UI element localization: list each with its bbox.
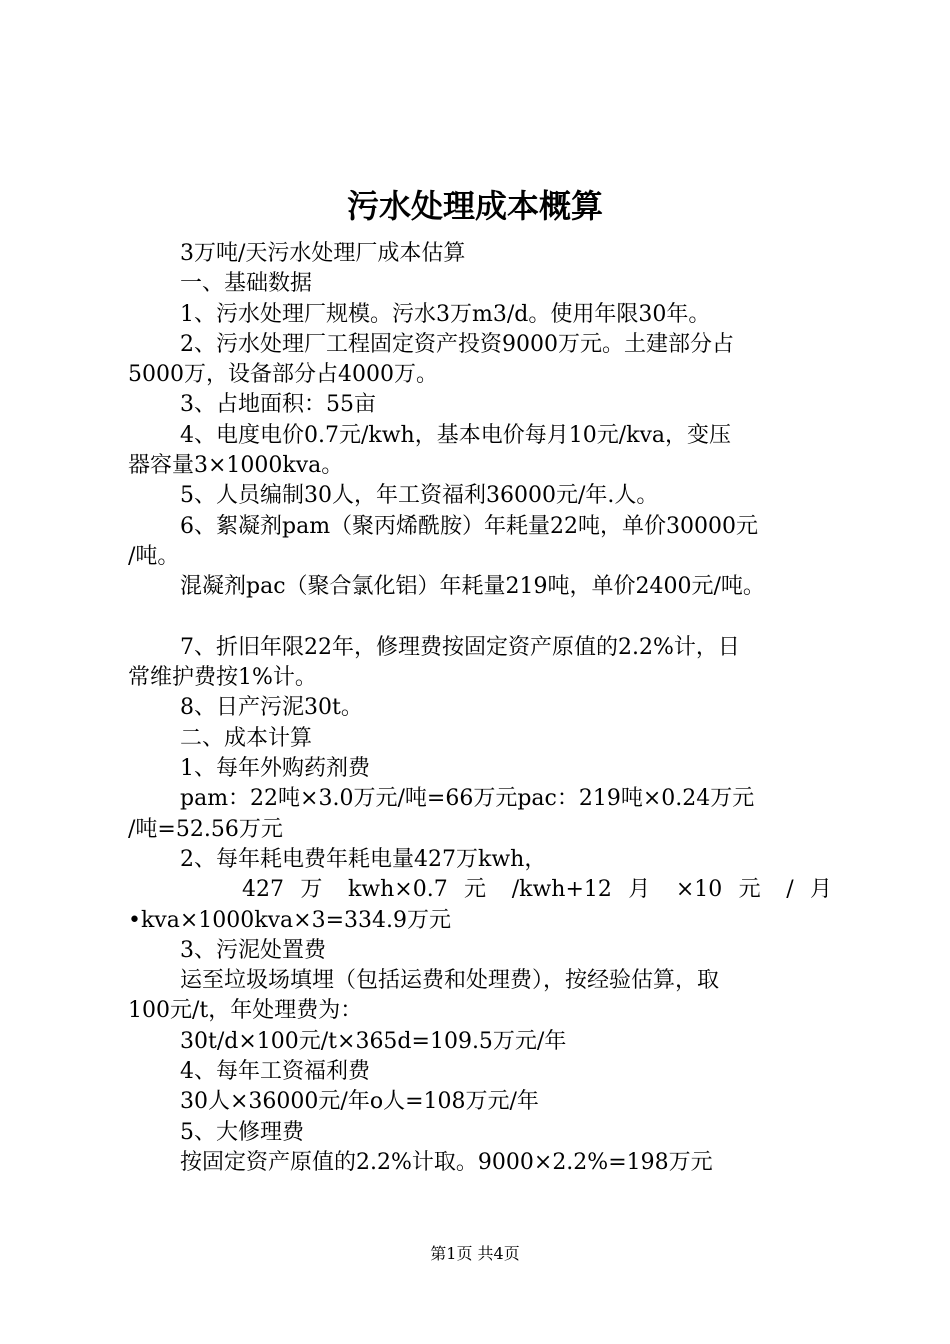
text-line: 100元/t，年处理费为：	[128, 998, 363, 1024]
text-line: 427 万 kwh×0.7 元 /kwh+12 月 ×10 元 / 月	[242, 877, 832, 903]
text-line: 5000万，设备部分占4000万。	[128, 362, 438, 388]
page-footer: 第1页 共4页	[430, 1244, 520, 1263]
text-line: 2、污水处理厂工程固定资产投资9000万元。土建部分占	[180, 331, 734, 357]
section-heading: 二、成本计算	[180, 725, 313, 751]
text-line: 1、污水处理厂规模。污水3万m3/d。使用年限30年。	[180, 301, 711, 327]
text-line: 2、每年耗电费年耗电量427万kwh，	[180, 846, 547, 872]
text-line: /吨。	[128, 543, 180, 569]
text-line: 8、日产污泥30t。	[180, 695, 363, 721]
text-line: 30人×36000元/年o人=108万元/年	[180, 1089, 539, 1115]
text-line: 6、絮凝剂pam（聚丙烯酰胺）年耗量22吨，单价30000元	[180, 513, 759, 539]
text-line: pam：22吨×3.0万元/吨=66万元pac：219吨×0.24万元	[180, 786, 755, 812]
text-line: 3、污泥处置费	[180, 937, 326, 963]
text-line: 运至垃圾场填埋（包括运费和处理费），按经验估算，取	[180, 968, 720, 994]
text-line: 混凝剂pac（聚合氯化铝）年耗量219吨，单价2400元/吨。	[180, 574, 765, 600]
text-line: 7、折旧年限22年，修理费按固定资产原值的2.2%计，日	[180, 634, 740, 660]
text-line: 5、人员编制30人，年工资福利36000元/年.人。	[180, 483, 659, 509]
text-line: 5、大修理费	[180, 1119, 304, 1145]
document-title: 污水处理成本概算	[346, 187, 603, 225]
text-line: /吨=52.56万元	[128, 816, 283, 842]
text-line: 常维护费按1%计。	[128, 665, 317, 691]
text-line: 3万吨/天污水处理厂成本估算	[180, 241, 466, 266]
text-line: 4、电度电价0.7元/kwh，基本电价每月10元/kva，变压	[180, 422, 732, 448]
text-line: 1、每年外购药剂费	[180, 756, 370, 782]
blank-line	[128, 603, 832, 633]
text-line: 4、每年工资福利费	[180, 1059, 370, 1085]
text-line: •kva×1000kva×3=334.9万元	[128, 907, 451, 933]
text-line: 器容量3×1000kva。	[128, 453, 344, 479]
section-heading: 一、基础数据	[180, 271, 313, 297]
text-line: 3、占地面积：55亩	[180, 392, 376, 418]
text-line: 30t/d×100元/t×365d=109.5万元/年	[180, 1028, 567, 1054]
document-body	[128, 239, 832, 1178]
text-line: 按固定资产原值的2.2%计取。9000×2.2%=198万元	[180, 1149, 713, 1175]
